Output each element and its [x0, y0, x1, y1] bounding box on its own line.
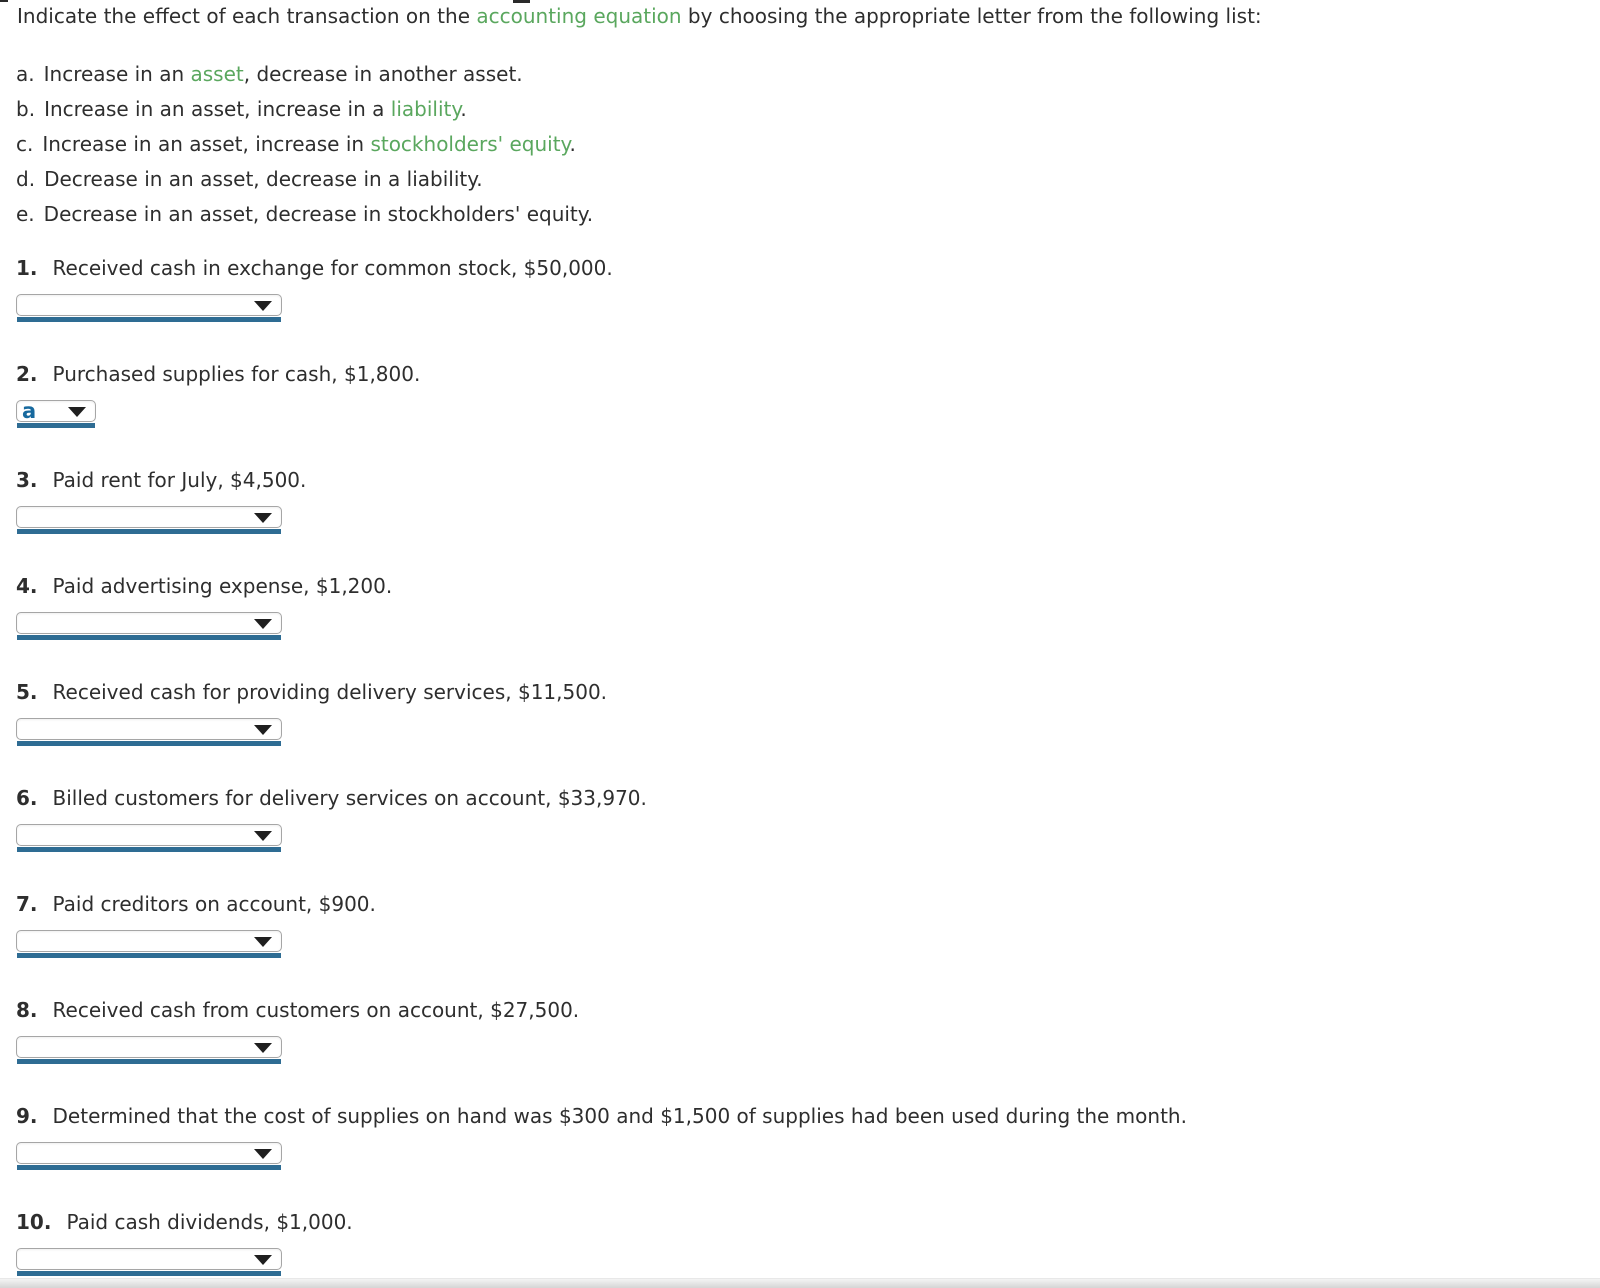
answer-key-item: [16, 57, 1600, 92]
dropdown-underline: [17, 847, 281, 852]
transaction-description: Determined that the cost of supplies on hand was $300 and $1,500 of supplies had been used during the month.: [52, 1104, 1187, 1128]
dropdown-box: [16, 824, 282, 846]
transaction-item: [16, 256, 1600, 322]
transaction-description: Paid rent for July, $4,500.: [52, 468, 307, 492]
dropdown-box: [16, 400, 96, 422]
option-text-segment: , decrease in another asset.: [243, 62, 523, 86]
dropdown-underline: [17, 1059, 281, 1064]
dropdown-underline: [17, 741, 281, 746]
dropdown-arrow-icon: [254, 301, 272, 311]
option-text-segment: Decrease in an asset, decrease in stockholders' equity.: [43, 202, 594, 226]
dropdown-box: [16, 612, 282, 634]
transaction-description: Paid creditors on account, $900.: [52, 892, 376, 916]
transaction-item: [16, 892, 1600, 958]
transaction-number: 4.: [16, 574, 38, 598]
answer-dropdown-10[interactable]: [16, 1248, 282, 1276]
option-letter: e.: [16, 202, 35, 226]
option-text-segment: .: [569, 132, 576, 156]
option-letter: b.: [16, 97, 36, 121]
transaction-text-line: [16, 468, 1600, 493]
transaction-number: 8.: [16, 998, 38, 1022]
dropdown-arrow-icon: [254, 513, 272, 523]
transaction-text-line: [16, 998, 1600, 1023]
transaction-item: [16, 680, 1600, 746]
transaction-text-line: [16, 256, 1600, 281]
dropdown-underline: [17, 1165, 281, 1170]
answer-dropdown-3[interactable]: [16, 506, 282, 534]
transaction-description: Received cash for providing delivery services, $11,500.: [52, 680, 608, 704]
dropdown-arrow-icon: [254, 619, 272, 629]
transaction-text-line: [16, 1210, 1600, 1235]
option-text: [44, 202, 593, 226]
dropdown-arrow-icon: [254, 831, 272, 841]
dropdown-selected-value: a: [22, 399, 37, 423]
transaction-item: [16, 1104, 1600, 1170]
glossary-link[interactable]: asset: [190, 62, 244, 86]
transaction-item: [16, 574, 1600, 640]
transaction-list: [0, 256, 1600, 1276]
option-text: [42, 132, 576, 156]
clipped-content-fragment: [513, 0, 530, 3]
transaction-number: 5.: [16, 680, 38, 704]
option-text-segment: Increase in an asset, increase in a: [44, 97, 391, 121]
transaction-text-line: [16, 786, 1600, 811]
dropdown-box: [16, 930, 282, 952]
transaction-number: 2.: [16, 362, 38, 386]
transaction-text-line: [16, 892, 1600, 917]
option-text-segment: Increase in an asset, increase in: [42, 132, 371, 156]
answer-key-list: [0, 57, 1600, 232]
dropdown-underline: [17, 529, 281, 534]
glossary-link[interactable]: liability: [390, 97, 461, 121]
option-text-segment: Decrease in an asset, decrease in a liability.: [44, 167, 483, 191]
glossary-link[interactable]: stockholders' equity: [370, 132, 570, 156]
dropdown-arrow-icon: [254, 1149, 272, 1159]
dropdown-underline: [17, 635, 281, 640]
transaction-number: 9.: [16, 1104, 38, 1128]
transaction-text-line: [16, 362, 1600, 387]
option-text-segment: .: [460, 97, 467, 121]
answer-key-item: [16, 162, 1600, 197]
dropdown-box: [16, 294, 282, 316]
transaction-item: [16, 468, 1600, 534]
transaction-text-line: [16, 574, 1600, 599]
dropdown-box: [16, 1248, 282, 1270]
transaction-number: 10.: [16, 1210, 52, 1234]
dropdown-underline: [17, 953, 281, 958]
dropdown-underline: [17, 1271, 281, 1276]
option-letter: c.: [16, 132, 34, 156]
dropdown-arrow-icon: [254, 1043, 272, 1053]
dropdown-box: [16, 1142, 282, 1164]
dropdown-arrow-icon: [254, 937, 272, 947]
answer-dropdown-2[interactable]: [16, 400, 96, 428]
transaction-description: Purchased supplies for cash, $1,800.: [52, 362, 421, 386]
dropdown-underline: [17, 317, 281, 322]
answer-dropdown-9[interactable]: [16, 1142, 282, 1170]
dropdown-box: [16, 718, 282, 740]
answer-key-item: [16, 197, 1600, 232]
transaction-item: [16, 1210, 1600, 1276]
clipped-content-fragment: [0, 0, 8, 2]
transaction-item: [16, 998, 1600, 1064]
option-text: [44, 167, 483, 191]
transaction-number: 1.: [16, 256, 38, 280]
option-letter: d.: [16, 167, 36, 191]
dropdown-arrow-icon: [68, 407, 86, 417]
answer-dropdown-6[interactable]: [16, 824, 282, 852]
accounting-equation-link[interactable]: accounting equation: [476, 4, 682, 28]
prompt-text-pre: Indicate the effect of each transaction on the: [17, 4, 477, 28]
dropdown-box: [16, 1036, 282, 1058]
option-text: [44, 62, 523, 86]
transaction-number: 3.: [16, 468, 38, 492]
transaction-description: Received cash from customers on account, $27,500.: [52, 998, 580, 1022]
answer-dropdown-5[interactable]: [16, 718, 282, 746]
transaction-item: [16, 786, 1600, 852]
transaction-description: Paid cash dividends, $1,000.: [66, 1210, 353, 1234]
option-text: [44, 97, 467, 121]
answer-key-item: [16, 92, 1600, 127]
question-prompt: [0, 0, 1600, 30]
transaction-text-line: [16, 1104, 1600, 1129]
transaction-text-line: [16, 680, 1600, 705]
answer-dropdown-8[interactable]: [16, 1036, 282, 1064]
option-letter: a.: [16, 62, 35, 86]
answer-dropdown-1[interactable]: [16, 294, 282, 322]
dropdown-arrow-icon: [254, 725, 272, 735]
dropdown-underline: [17, 423, 95, 428]
option-text-segment: Increase in an: [43, 62, 191, 86]
answer-dropdown-4[interactable]: [16, 612, 282, 640]
answer-dropdown-7[interactable]: [16, 930, 282, 958]
transaction-number: 7.: [16, 892, 38, 916]
window-edge-bar: [0, 1278, 1600, 1288]
transaction-description: Received cash in exchange for common stock, $50,000.: [52, 256, 613, 280]
transaction-description: Billed customers for delivery services on account, $33,970.: [52, 786, 647, 810]
transaction-item: [16, 362, 1600, 428]
answer-key-item: [16, 127, 1600, 162]
dropdown-arrow-icon: [254, 1255, 272, 1265]
prompt-text-post: by choosing the appropriate letter from the following list:: [681, 4, 1262, 28]
transaction-description: Paid advertising expense, $1,200.: [52, 574, 393, 598]
transaction-number: 6.: [16, 786, 38, 810]
dropdown-box: [16, 506, 282, 528]
